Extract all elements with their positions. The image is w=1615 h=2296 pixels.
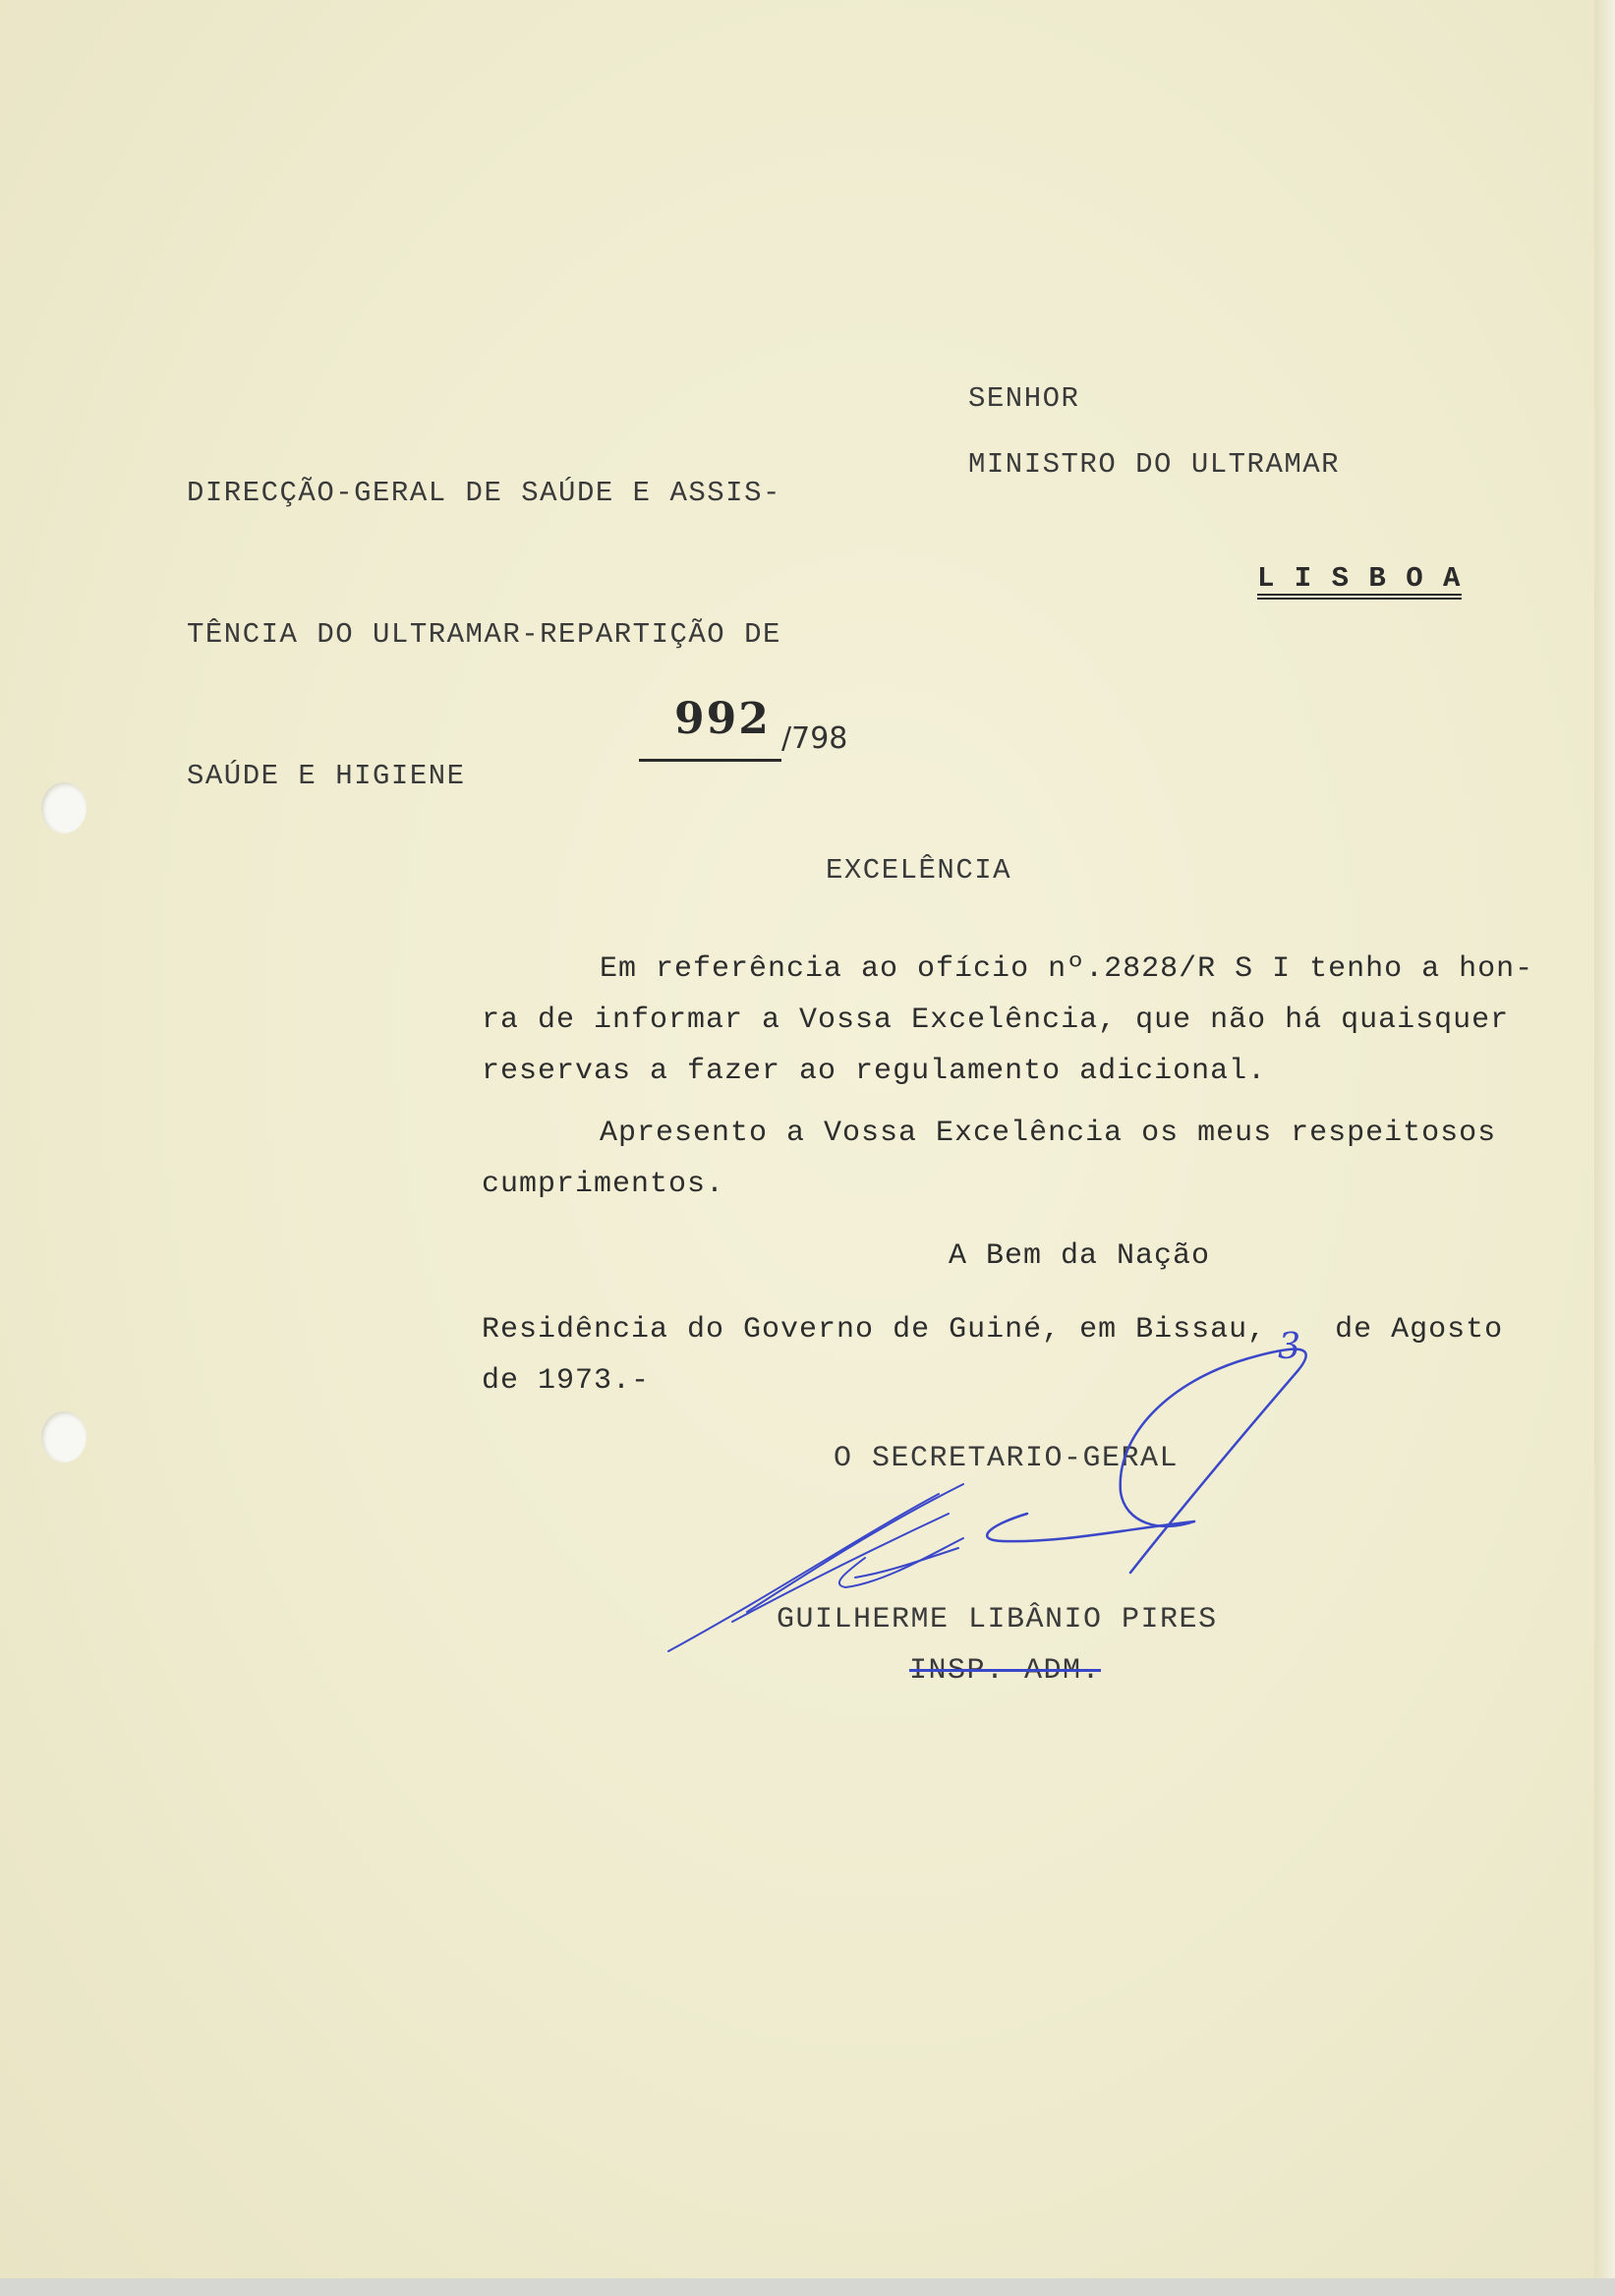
- paragraph-2-line-1: Apresento a Vossa Excelência os meus respeitosos: [600, 1117, 1497, 1150]
- reference-number-suffix: /798: [781, 721, 848, 756]
- paragraph-1-line-2: ra de informar a Vossa Excelência, que não há quaisquer: [482, 1004, 1510, 1037]
- signature-hatch-2: [732, 1514, 949, 1622]
- struck-title: INSP. ADM.: [909, 1654, 1102, 1688]
- salutation: EXCELÊNCIA: [826, 854, 1012, 887]
- signature-hatch-5: [855, 1548, 958, 1578]
- sender-line-2: TÊNCIA DO ULTRAMAR-REPARTIÇÃO DE: [187, 618, 781, 651]
- paragraph-1-line-1: Em referência ao ofício nº.2828/R S I tenho a hon-: [600, 952, 1534, 986]
- sender-line-1: DIRECÇÃO-GERAL DE SAÚDE E ASSIS-: [187, 477, 781, 509]
- sender-line-3: SAÚDE E HIGIENE: [187, 760, 466, 792]
- signatory-title: O SECRETARIO-GERAL: [834, 1442, 1180, 1475]
- closing-phrase: A Bem da Nação: [949, 1239, 1211, 1273]
- place-date-after: de Agosto: [1335, 1313, 1504, 1347]
- place-date-line-2: de 1973.-: [482, 1364, 651, 1398]
- place-date-before: Residência do Governo de Guiné, em Bissau,: [482, 1313, 1267, 1347]
- signatory-name: GUILHERME LIBÂNIO PIRES: [777, 1603, 1218, 1636]
- paragraph-1-line-3: reservas a fazer ao regulamento adicional.: [482, 1055, 1267, 1088]
- signature-hatch-4: [839, 1538, 963, 1587]
- recipient-line-2: MINISTRO DO ULTRAMAR: [968, 448, 1341, 481]
- reference-number-main: 992: [674, 694, 771, 744]
- signature-hatch-3: [668, 1494, 939, 1651]
- paragraph-2-line-2: cumprimentos.: [482, 1168, 725, 1201]
- signature-hatch-1: [747, 1484, 963, 1612]
- recipient-line-1: SENHOR: [968, 382, 1080, 415]
- signature-loop-stroke: [1121, 1349, 1306, 1573]
- recipient-city: L I S B O A: [1257, 562, 1462, 595]
- handwritten-day-value: 3: [1278, 1327, 1302, 1367]
